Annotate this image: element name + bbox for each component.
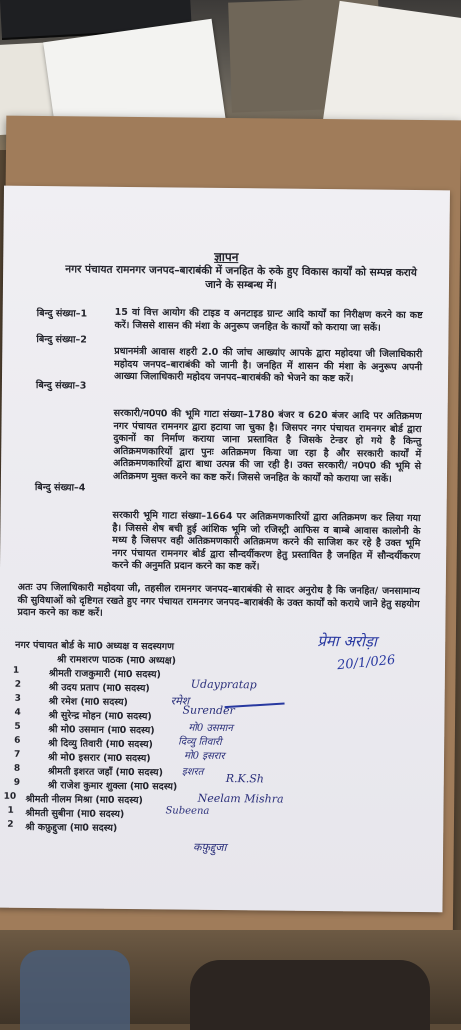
member-signature: इशरत [181,766,204,778]
member-row: श्री मो0 उसमान (मा0 सदस्य) [48,724,155,737]
member-signature: मो0 इसरार [183,750,225,763]
member-row: श्री रामशरण पाठक (मा0 अध्यक्ष) [56,654,177,667]
point-2-text: प्रधानमंत्री आवास शहरी 2.0 की जांच आख्यांए आपके द्वारा महोदया जी जिलाधिकारी महोदय जनपद–बाराबंकी को जानी है। जनहित में शासन की मंशा के अनुरूप अपनी आख्या जिलाधिकारी महोदय जनपद–बाराबंकी को भेजने का कष्ट करें। [113,345,423,385]
point-1-label: बिन्दु संख्या–1 [36,308,88,320]
document-title: ज्ञापन [214,249,239,265]
member-signature: कफ़ुद्दुजा [193,840,227,855]
member-signature: Udaypratap [190,677,257,692]
closing-paragraph: अतः उप जिलाधिकारी महोदया जी, तहसील रामनगर जनपद–बाराबंकी से सादर अनुरोध है कि जनहित/ जनसामान्य की सुविधाओं को दृष्टिगत रखते हुए नगर पंचायत रामनगर जनपद–बाराबंकी के उक्त कार्यों को कराये जाने हेतु सहयोग प्रदान करने का कष्ट करें। [17,581,420,619]
member-number: 2 [7,819,14,830]
member-row: श्री रमेश (मा0 सदस्य) [48,696,128,708]
dark-object [190,960,430,1030]
member-signature: R.K.Sh [225,772,265,786]
point-2-label: बिन्दु संख्या–2 [36,334,87,346]
member-number: 6 [14,735,21,746]
member-number: 8 [13,763,21,774]
member-row: श्री दिव्यु तिवारी (मा0 सदस्य) [48,738,153,751]
member-number: 1 [12,665,20,676]
point-4-text: सरकारी भूमि गाटा संख्या–1664 पर अतिक्रमणकारियों द्वारा अतिक्रमण कर लिया गया है। जिससे शेष बची हुई आंशिक भूमि जो रजिस्ट्री आफिस व बाम्बे आवास कालोनी के मध्य है जिसपर वही अतिक्रमणकारी अतिक्रमण करने की साजिश कर रहे है उक्त भूमि नगर पंचायत रामनगर बोर्ड द्वारा सौन्दर्यीकरण हेतु प्रस्तावित है जनहित में सौन्दर्यीकरण करने की अनुमति प्रदान करने का कष्ट करें। [111,509,421,573]
member-row: श्रीमती इशरत जहाँ (मा0 सदस्य) [47,766,163,779]
member-number: 2 [14,679,22,690]
officer-date: 20/1/026 [336,652,397,674]
officer-signature: प्रेमा अरोड़ा [317,631,377,651]
member-signature: दिव्यु तिवारी [178,736,222,748]
point-3-text: सरकारी/न0प0 की भूमि गाटा संख्या–1780 बंजर व 620 बंजर आदि पर अतिक्रमण नगर पंचायत रामनगर द्वारा हटाया जा चुका है। जिसपर नगर पंचायत रामनगर बोर्ड द्वारा दुकानों का निर्माण कराया जाना प्रस्तावित है जिसके टेन्डर हो गये है किन्तु अतिक्रमणकारियों द्वारा पुनः अतिक्रमण किया जा रहा है और सरकारी कार्यों में अतिक्रमणकारियों द्वारा बाधा उत्पन्न की जा रही है। उक्त सरकारी/ न0प0 की भूमि से अतिक्रमण मुक्त करने का कष्ट करें। जिससे जनहित के कार्यों को कराया जा सकें। [112,407,422,485]
blue-cloth [20,950,130,1030]
member-signature: Subeena [165,805,210,817]
member-number: 5 [14,721,21,732]
members-heading: नगर पंचायत बोर्ड के मा0 अध्यक्ष व सदस्यगण [15,639,175,653]
member-row: श्री उदय प्रताप (मा0 सदस्य) [48,682,150,695]
member-row: श्रीमती सुबीना (मा0 सदस्य) [25,807,125,820]
document-subject: नगर पंचायत रामनगर जनपद–बाराबंकी में जनहित के रुके हुए विकास कार्यों को सम्पन्न कराये जाने के सम्बन्ध में। [65,263,417,292]
member-signature: Surender [182,703,235,718]
member-signature: मो0 उसमान [188,722,233,735]
member-row: श्री राजेश कुमार शुक्ला (मा0 सदस्य) [47,780,178,793]
point-4-label: बिन्दु संख्या–4 [34,482,86,494]
memorandum-document [0,186,450,913]
member-signature: Neelam Mishra [197,791,284,806]
member-number: 7 [14,749,21,760]
member-number: 10 [3,791,17,802]
member-row: श्रीमती राजकुमारी (मा0 सदस्य) [48,668,161,681]
member-row: श्री मो0 इसरार (मा0 सदस्य) [47,752,151,765]
member-number: 4 [14,707,21,718]
member-row: श्री सुरेन्द्र मोहन (मा0 सदस्य) [48,710,152,723]
member-row: श्रीमती नीलम मिश्रा (मा0 सदस्य) [25,793,143,807]
member-signature: रमेश [170,694,190,708]
point-3-label: बिन्दु संख्या–3 [35,380,87,392]
member-row: श्री कफ़ुद्दुजा (मा0 सदस्य) [25,821,118,834]
member-number: 9 [13,777,21,788]
member-number: 1 [7,805,14,816]
member-number: 3 [14,693,21,704]
point-1-text: 15 वां वित्त आयोग की टाइड व अनटाइड ग्रान्ट आदि कार्यों का निरीक्षण करने का कष्ट करें। जिससे शासन की मंशा के अनुरूप जनहित के कार्यों को कराया जा सकें। [114,306,423,334]
